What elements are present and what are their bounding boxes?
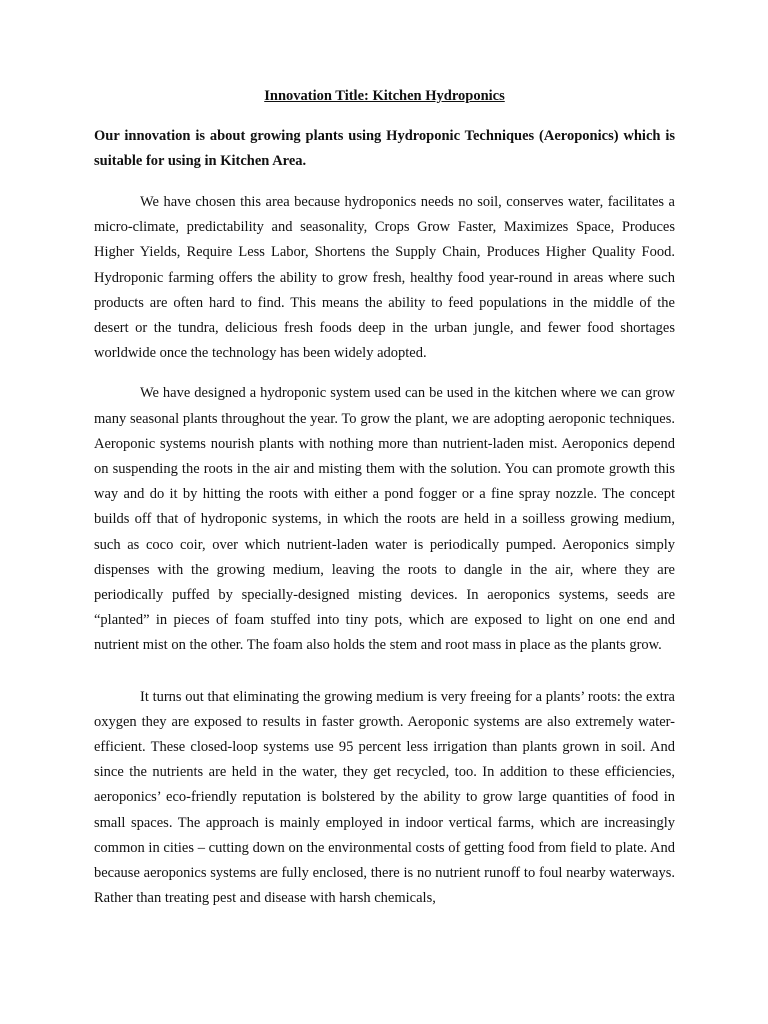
- intro-paragraph: Our innovation is about growing plants using Hydroponic Techniques (Aeroponics) which is suitable for using in Kitchen Area.: [94, 128, 675, 169]
- body-paragraph-2: We have designed a hydroponic system used can be used in the kitchen where we can grow many seasonal plants throughout the year. To grow the plant, we are adopting aeroponic techniques. Aeroponic systems nourish plants with nothing more than nutrient-laden mist. Aeroponics depend on suspending the roots in the air and misting them with the solution. You can promote growth this way and do it by hitting the roots with either a pond fogger or a fine spray nozzle. The concept builds off that of hydroponic systems, in which the roots are held in a soilless growing medium, such as coco coir, over which nutrient-laden water is periodically pumped. Aeroponics simply dispenses with the growing medium, leaving the roots to dangle in the air, where they are periodically puffed by specially-designed misting devices. In aeroponics systems, seeds are “planted” in pieces of foam stuffed into tiny pots, which are exposed to light on one end and nutrient mist on the other. The foam also holds the stem and root mass in place as the plants grow.: [94, 385, 675, 654]
- paragraph-spacer: [94, 659, 675, 685]
- body-paragraph-3: It turns out that eliminating the growing medium is very freeing for a plants’ roots: the extra oxygen they are exposed to results in faster growth. Aeroponic systems are also extremely water-efficient. These closed-loop systems use 95 percent less irrigation than plants grown in soil. And since the nutrients are held in the water, they get recycled, too. In addition to these efficiencies, aeroponics’ eco-friendly reputation is bolstered by the ability to grow large quantities of food in small spaces. The approach is mainly employed in indoor vertical farms, which are increasingly common in cities – cutting down on the environmental costs of getting food from field to plate. And because aeroponics systems are fully enclosed, there is no nutrient runoff to foul nearby waterways. Rather than treating pest and disease with harsh chemicals,: [94, 688, 675, 907]
- paragraph-spacer: [94, 366, 675, 381]
- document-title: Innovation Title: Kitchen Hydroponics: [264, 88, 505, 104]
- document-page: [94, 86, 675, 911]
- body-paragraph-1: We have chosen this area because hydroponics needs no soil, conserves water, facilitates a micro-climate, predictability and seasonality, Crops Grow Faster, Maximizes Space, Produces Higher Yields, Require Less Labor, Shortens the Supply Chain, Produces Higher Quality Food. Hydroponic farming offers the ability to grow fresh, healthy food year-round in areas where such products are often hard to find. This means the ability to feed populations in the middle of the desert or the tundra, delicious fresh foods deep in the urban jungle, and fewer food shortages worldwide once the technology has been widely adopted.: [94, 194, 675, 362]
